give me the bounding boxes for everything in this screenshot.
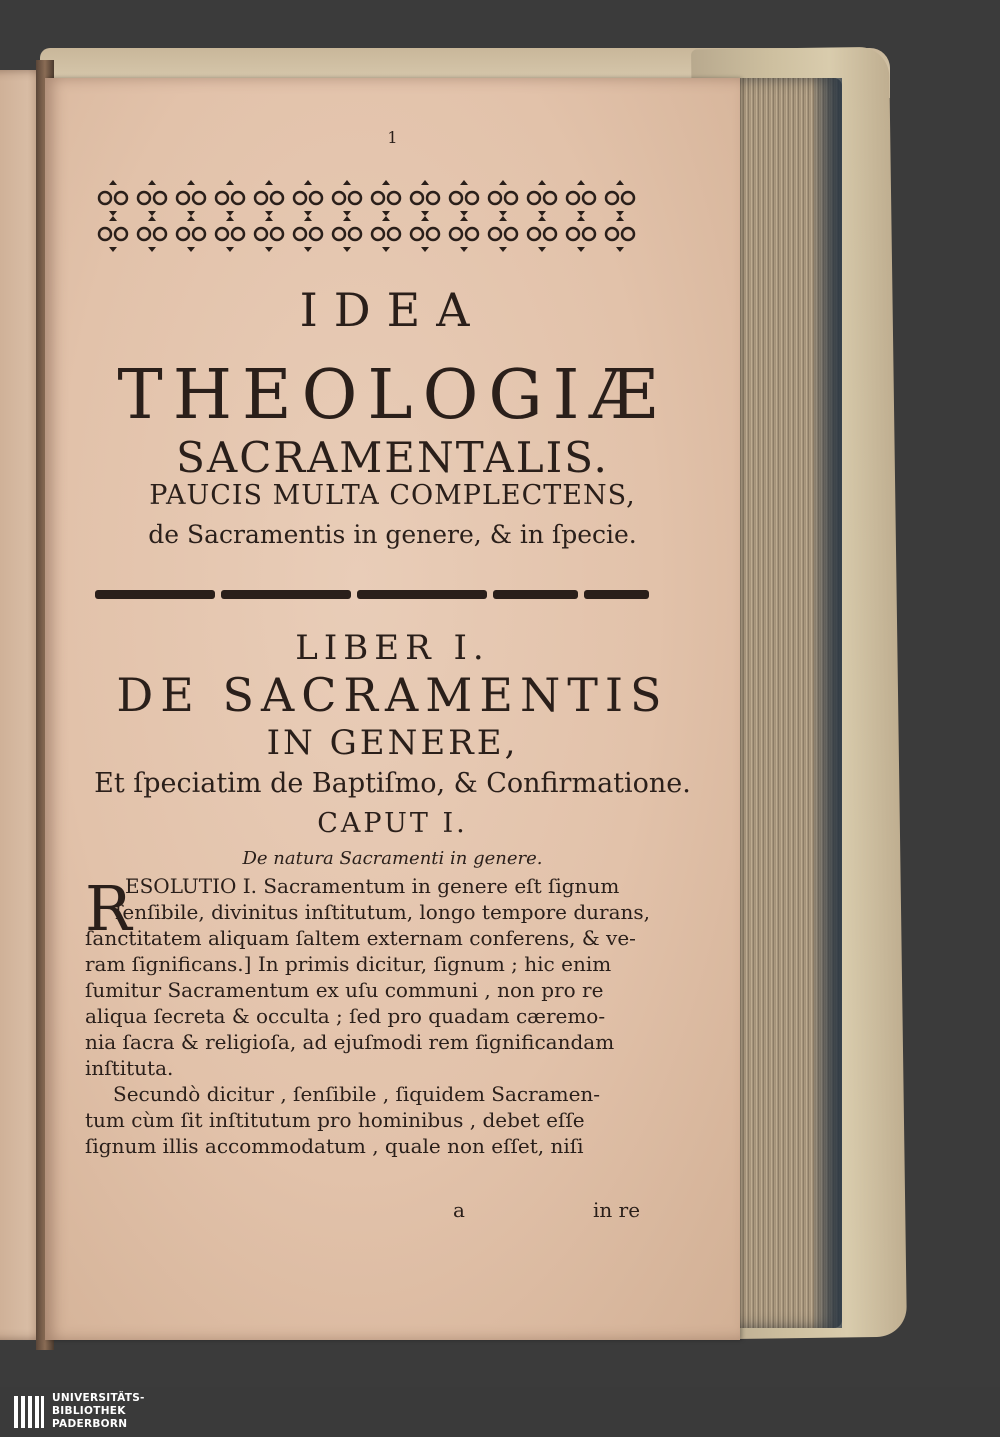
fleuron-icon bbox=[177, 180, 205, 216]
title-line-sacramentalis: SACRAMENTALIS. bbox=[176, 433, 609, 482]
fleuron-icon bbox=[99, 180, 127, 216]
body-line: nia ſacra & religioſa, ad ejuſmodi rem ſignificandam bbox=[85, 1030, 615, 1054]
logo-line: UNIVERSITÄTS- bbox=[52, 1392, 145, 1404]
fleuron-icon bbox=[372, 180, 400, 216]
fleuron-icon bbox=[567, 180, 595, 216]
body-line: Secundò dicitur , ſenſibile , ſiquidem Sacramen- bbox=[113, 1082, 601, 1106]
title-line-theologiae: THEOLOGIÆ bbox=[117, 356, 668, 435]
book-number: LIBER I. bbox=[295, 628, 490, 668]
fleuron-icon bbox=[372, 216, 400, 252]
fleuron-icon bbox=[138, 216, 166, 252]
body-line: ſanctitatem aliquam ſaltem externam conferens, & ve- bbox=[85, 926, 636, 950]
fleuron-icon bbox=[411, 180, 439, 216]
fleuron-icon bbox=[138, 180, 166, 216]
fleuron-icon bbox=[333, 180, 361, 216]
fleuron-icon bbox=[294, 216, 322, 252]
fleuron-icon bbox=[216, 216, 244, 252]
body-line: tum cùm ſit inſtitutum pro hominibus , debet eſſe bbox=[85, 1108, 585, 1132]
signature-mark: 1 bbox=[387, 128, 398, 147]
chapter-title: De natura Sacramenti in genere. bbox=[242, 848, 543, 869]
divider-rule bbox=[95, 590, 215, 599]
library-logo-icon bbox=[12, 1392, 46, 1432]
body-line: ſignum illis accommodatum , quale non eſſet, niſi bbox=[85, 1134, 584, 1158]
fleuron-icon bbox=[99, 216, 127, 252]
subtitle-line-2: de Sacramentis in genere, & in ſpecie. bbox=[148, 520, 637, 549]
library-logo-text bbox=[52, 1392, 145, 1431]
library-footer bbox=[0, 1387, 1000, 1437]
fleuron-icon bbox=[255, 216, 283, 252]
fleuron-icon bbox=[489, 180, 517, 216]
body-line: inſtituta. bbox=[85, 1056, 174, 1080]
body-line: ſumitur Sacramentum ex uſu communi , non pro re bbox=[85, 978, 604, 1002]
section-heading: DE SACRAMENTIS bbox=[116, 668, 669, 722]
fleuron-icon bbox=[606, 180, 634, 216]
divider-rule bbox=[493, 590, 578, 599]
signature-letter: a bbox=[453, 1198, 465, 1222]
body-line: ESOLUTIO I. Sacramentum in genere eſt ſignum bbox=[125, 874, 620, 898]
subtitle-line-1: PAUCIS MULTA COMPLECTENS, bbox=[149, 480, 636, 511]
section-heading-2: IN GENERE, bbox=[266, 723, 519, 763]
fleuron-icon bbox=[606, 216, 634, 252]
title-page bbox=[45, 78, 740, 1340]
fleuron-icon bbox=[489, 216, 517, 252]
divider-rule bbox=[357, 590, 487, 599]
fleuron-icon bbox=[450, 216, 478, 252]
body-text bbox=[85, 873, 695, 1159]
body-line: aliqua ſecreta & occulta ; ſed pro quadam cæremo- bbox=[85, 1004, 606, 1028]
fleuron-icon bbox=[177, 216, 205, 252]
body-line: ſenſibile, divinitus inſtitutum, longo tempore durans, bbox=[115, 900, 651, 924]
fleuron-icon bbox=[294, 180, 322, 216]
fleuron-ornament-band bbox=[95, 180, 665, 252]
body-line: ram ſignificans.] In primis dicitur, ſignum ; hic enim bbox=[85, 952, 612, 976]
fleuron-icon bbox=[333, 216, 361, 252]
fleuron-icon bbox=[450, 180, 478, 216]
fleuron-icon bbox=[255, 180, 283, 216]
logo-line: BIBLIOTHEK bbox=[52, 1405, 126, 1417]
divider-rule bbox=[584, 590, 649, 599]
section-subheading: Et ſpeciatim de Baptiſmo, & Confirmatione. bbox=[94, 768, 691, 799]
drop-cap: R bbox=[85, 872, 132, 945]
catchword: in re bbox=[593, 1198, 641, 1222]
chapter-number: CAPUT I. bbox=[317, 808, 468, 839]
logo-line: PADERBORN bbox=[52, 1418, 128, 1430]
fleuron-icon bbox=[528, 180, 556, 216]
title-line-idea: IDEA bbox=[299, 283, 486, 337]
fleuron-icon bbox=[216, 180, 244, 216]
fleuron-icon bbox=[567, 216, 595, 252]
fleuron-icon bbox=[411, 216, 439, 252]
fleuron-icon bbox=[528, 216, 556, 252]
divider-rule bbox=[221, 590, 351, 599]
